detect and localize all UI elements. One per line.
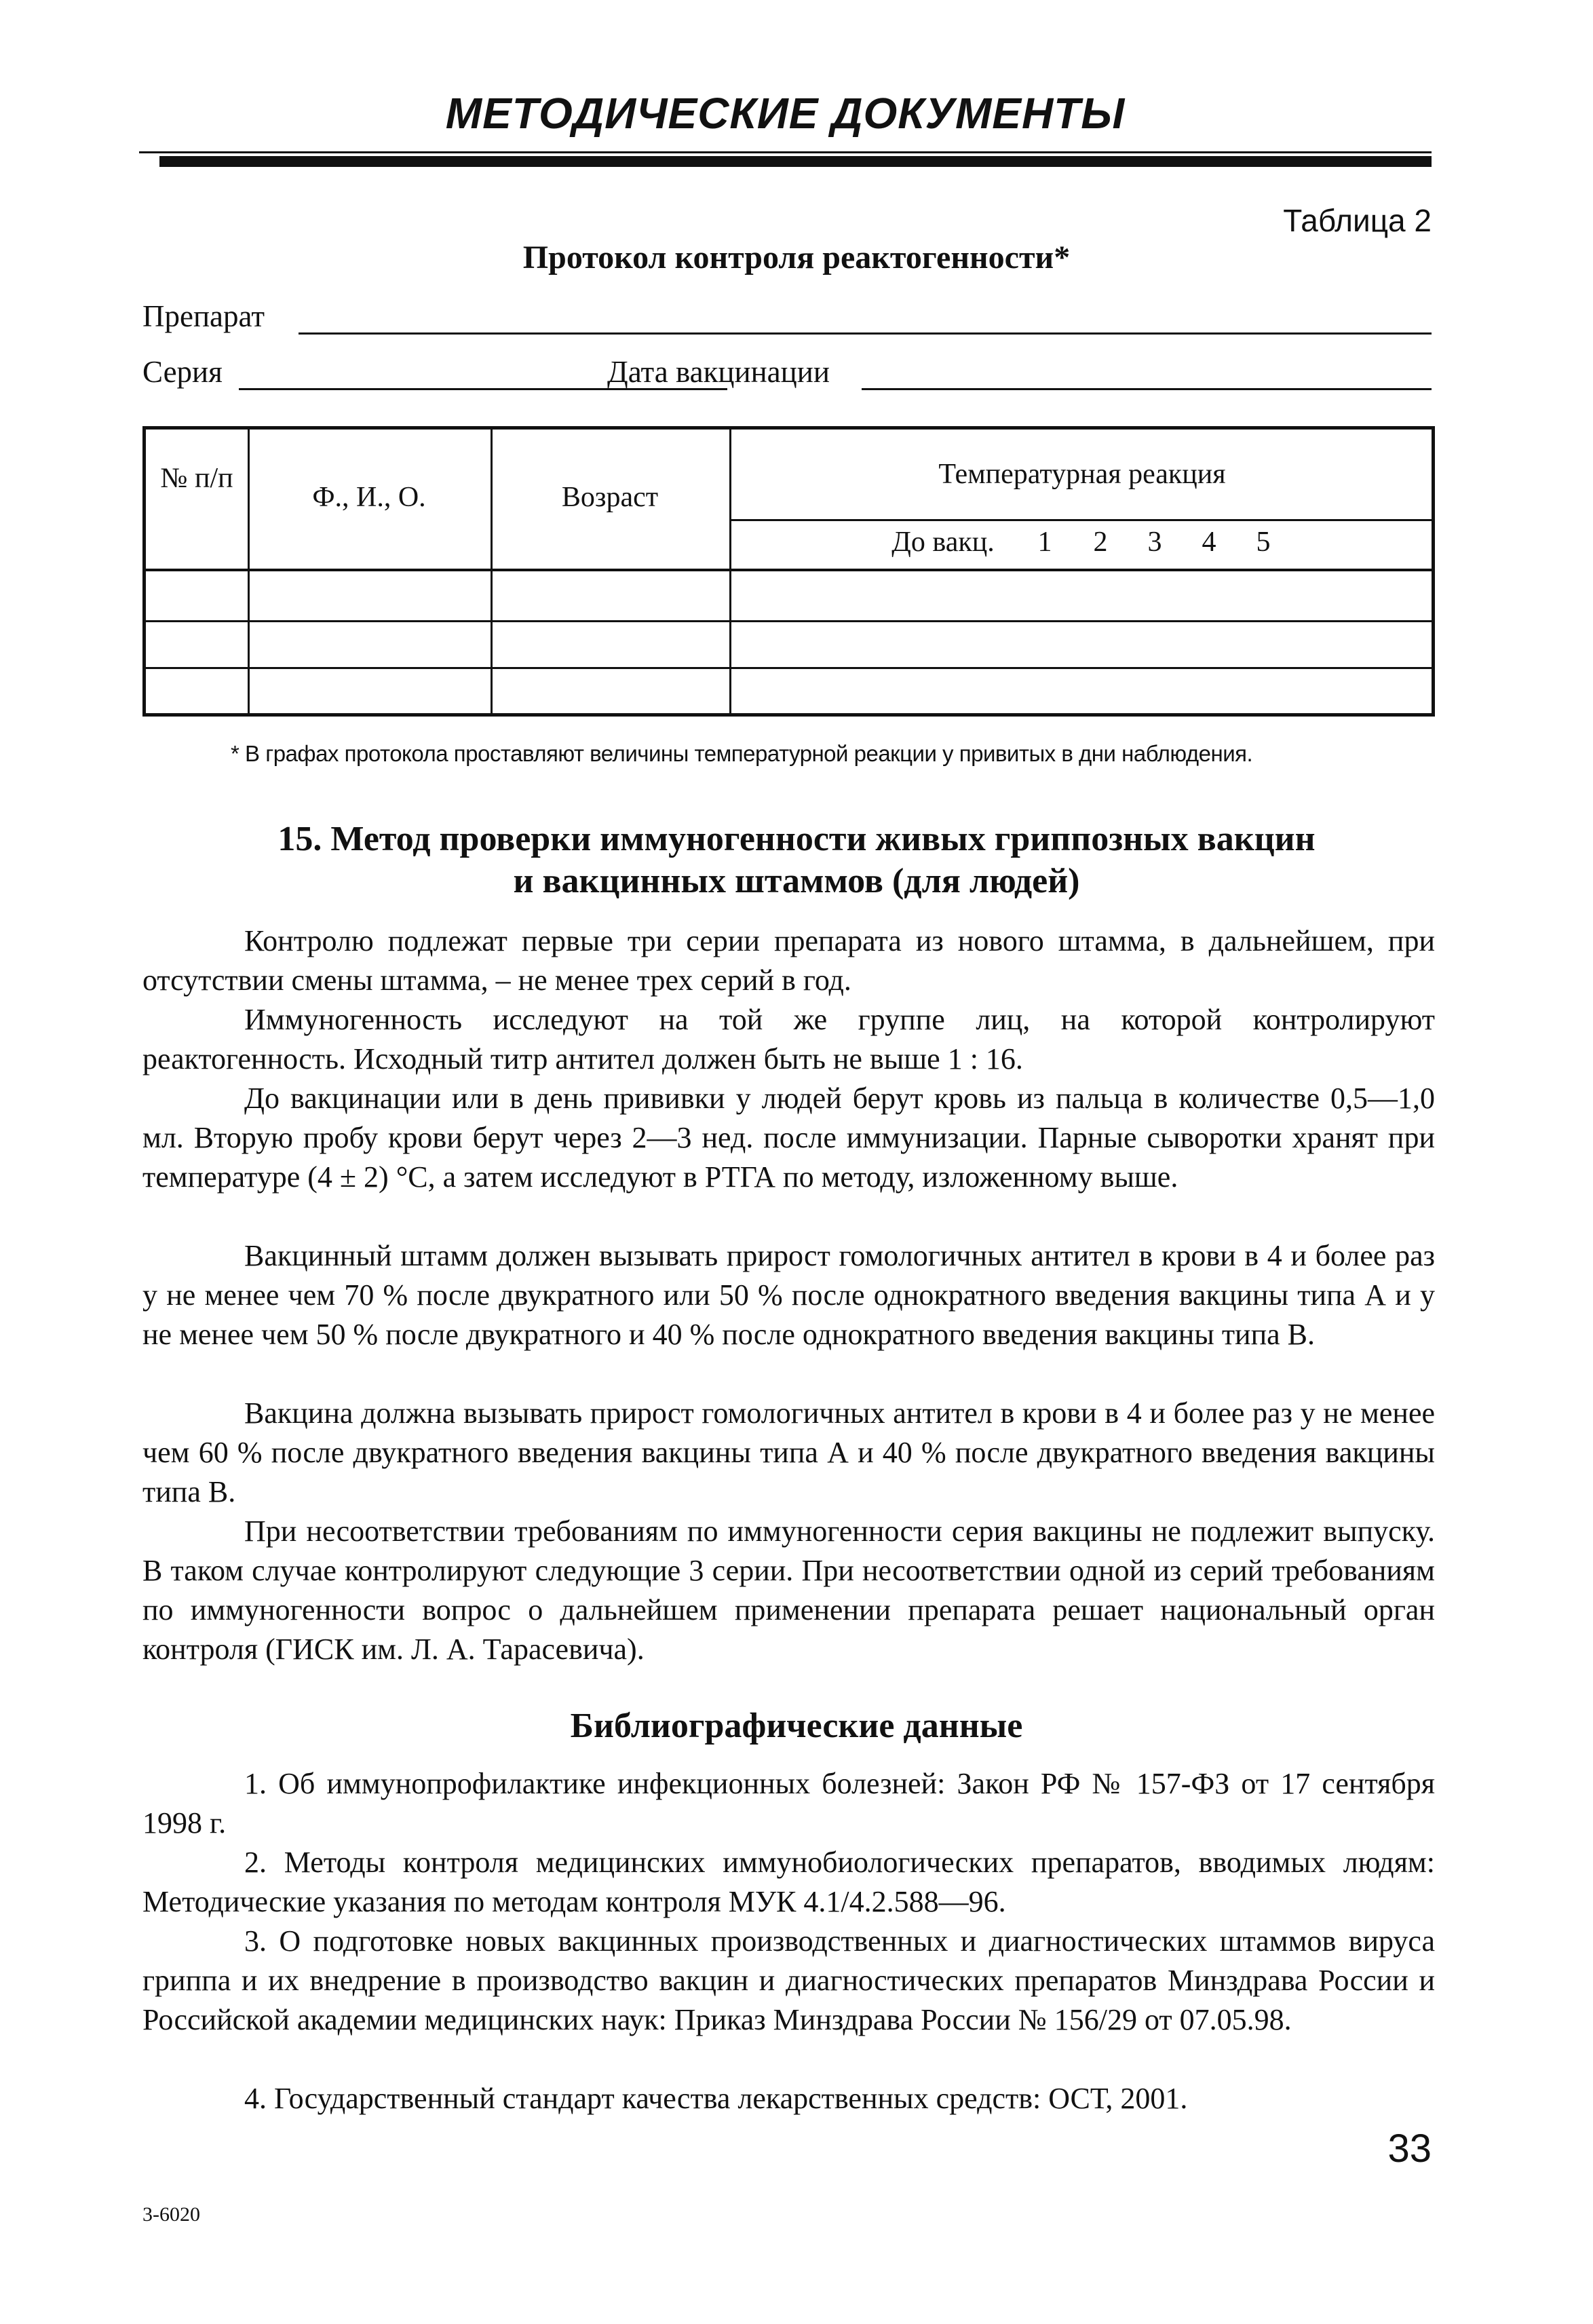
page-number: 33 [1387,2127,1432,2171]
paragraph: Контролю подлежат первые три серии препарата из нового штамма, в дальнейшем, при отсутствии смены штамма, – не менее трех серий в год. [142,924,1435,997]
section-title-line2: и вакцинных штаммов (для людей) [513,862,1080,900]
header-rule-thick [159,156,1432,167]
page-header [139,88,1432,170]
vacc-date-label: Дата вакцинации [607,355,830,389]
bibliography-title: Библиографические данные [570,1707,1023,1745]
table-subheader-line [729,519,1432,521]
bibliography-item: 3. О подготовке новых вакцинных производственных и диагностических штаммов вируса гриппа и их внедрение в производство вакцин и диагностических препаратов Минздрава России и Российской академии медицинских наук: Приказ Минздрава России № 156/29 от 07.05.98. [142,1924,1435,2036]
col-header-age: Возраст [561,482,659,513]
subheader-day: 3 [1147,527,1162,558]
subheader-day: 5 [1256,527,1271,558]
table-footnote: * В графах протокола проставляют величины температурной реакции у привитых в дни наблюдения. [231,741,1253,766]
paragraph: До вакцинации или в день прививки у людей берут кровь из пальца в количестве 0,5—1,0 мл. Вторую пробу крови берут через 2—3 нед. после иммунизации. Парные сыворотки хранят при температуре (4 ± 2) °С, а затем исследуют в РТГА по методу, изложенному выше. [142,1082,1435,1194]
reactogenicity-table [142,426,1435,717]
subheader-pre-vacc: До вакц. [891,527,995,558]
paragraph: Иммуногенность исследуют на той же группе лиц, на которой контролируют реактогенность. Исходный титр антител должен быть не выше 1 : 16. [142,1003,1435,1075]
subheader-day: 4 [1202,527,1216,558]
paragraph: При несоответствии требованиям по иммуногенности серия вакцины не подлежит выпуску. В таком случае контролируют следующие 3 серии. При несоответствии одной из серий требованиям по иммуногенности вопрос о дальнейшем применении препарата решает национальный орган контроля (ГИСК им. Л. А. Тарасевича). [142,1515,1435,1666]
table-header-bottom [146,569,1432,571]
series-label: Серия [142,355,223,389]
paragraph: Вакцина должна вызывать прирост гомологичных антител в крови в 4 и более раз у не менее чем 60 % после двукратного введения вакцины типа А и 40 % после двукратного введения вакцины типа В. [142,1396,1435,1508]
table-label: Таблица 2 [1283,203,1432,238]
vacc-date-blank-line[interactable] [862,388,1432,390]
bibliography-item: 4. Государственный стандарт качества лекарственных средств: ОСТ, 2001. [244,2082,1188,2115]
table-row-line [146,620,1432,622]
header-rule-thin [139,151,1432,153]
col-header-temperature: Температурная реакция [938,459,1226,490]
section-title-line1: 15. Метод проверки иммуногенности живых гриппозных вакцин [277,820,1316,858]
subheader-day: 1 [1037,527,1052,558]
bibliography-item: 1. Об иммунопрофилактике инфекционных болезней: Закон РФ № 157-ФЗ от 17 сентября 1998 г. [142,1767,1435,1840]
bibliography-item: 2. Методы контроля медицинских иммунобиологических препаратов, вводимых людям: Методические указания по методам контроля МУК 4.1/4.2.588—96. [142,1846,1435,1918]
drug-blank-line[interactable] [299,332,1432,335]
table-vline [491,430,493,713]
drug-label: Препарат [142,299,265,333]
col-header-name: Ф., И., О. [312,482,426,513]
protocol-title: Протокол контроля реактогенности* [522,240,1071,275]
col-header-number: № п/п [160,463,233,494]
subheader-day: 2 [1093,527,1108,558]
print-code: 3-6020 [142,2203,200,2226]
table-row-line [146,667,1432,669]
table-vline [248,430,250,713]
header-title: МЕТОДИЧЕСКИЕ ДОКУМЕНТЫ [445,89,1126,138]
drug-field-row [142,299,1432,339]
series-field-row [142,354,1432,395]
paragraph: Вакцинный штамм должен вызывать прирост гомологичных антител в крови в 4 и более раз у не менее чем 70 % после двукратного или 50 % после однократного введения вакцины типа А и у не менее чем 50 % после двукратного и 40 % после однократного введения вакцины типа В. [142,1239,1435,1351]
